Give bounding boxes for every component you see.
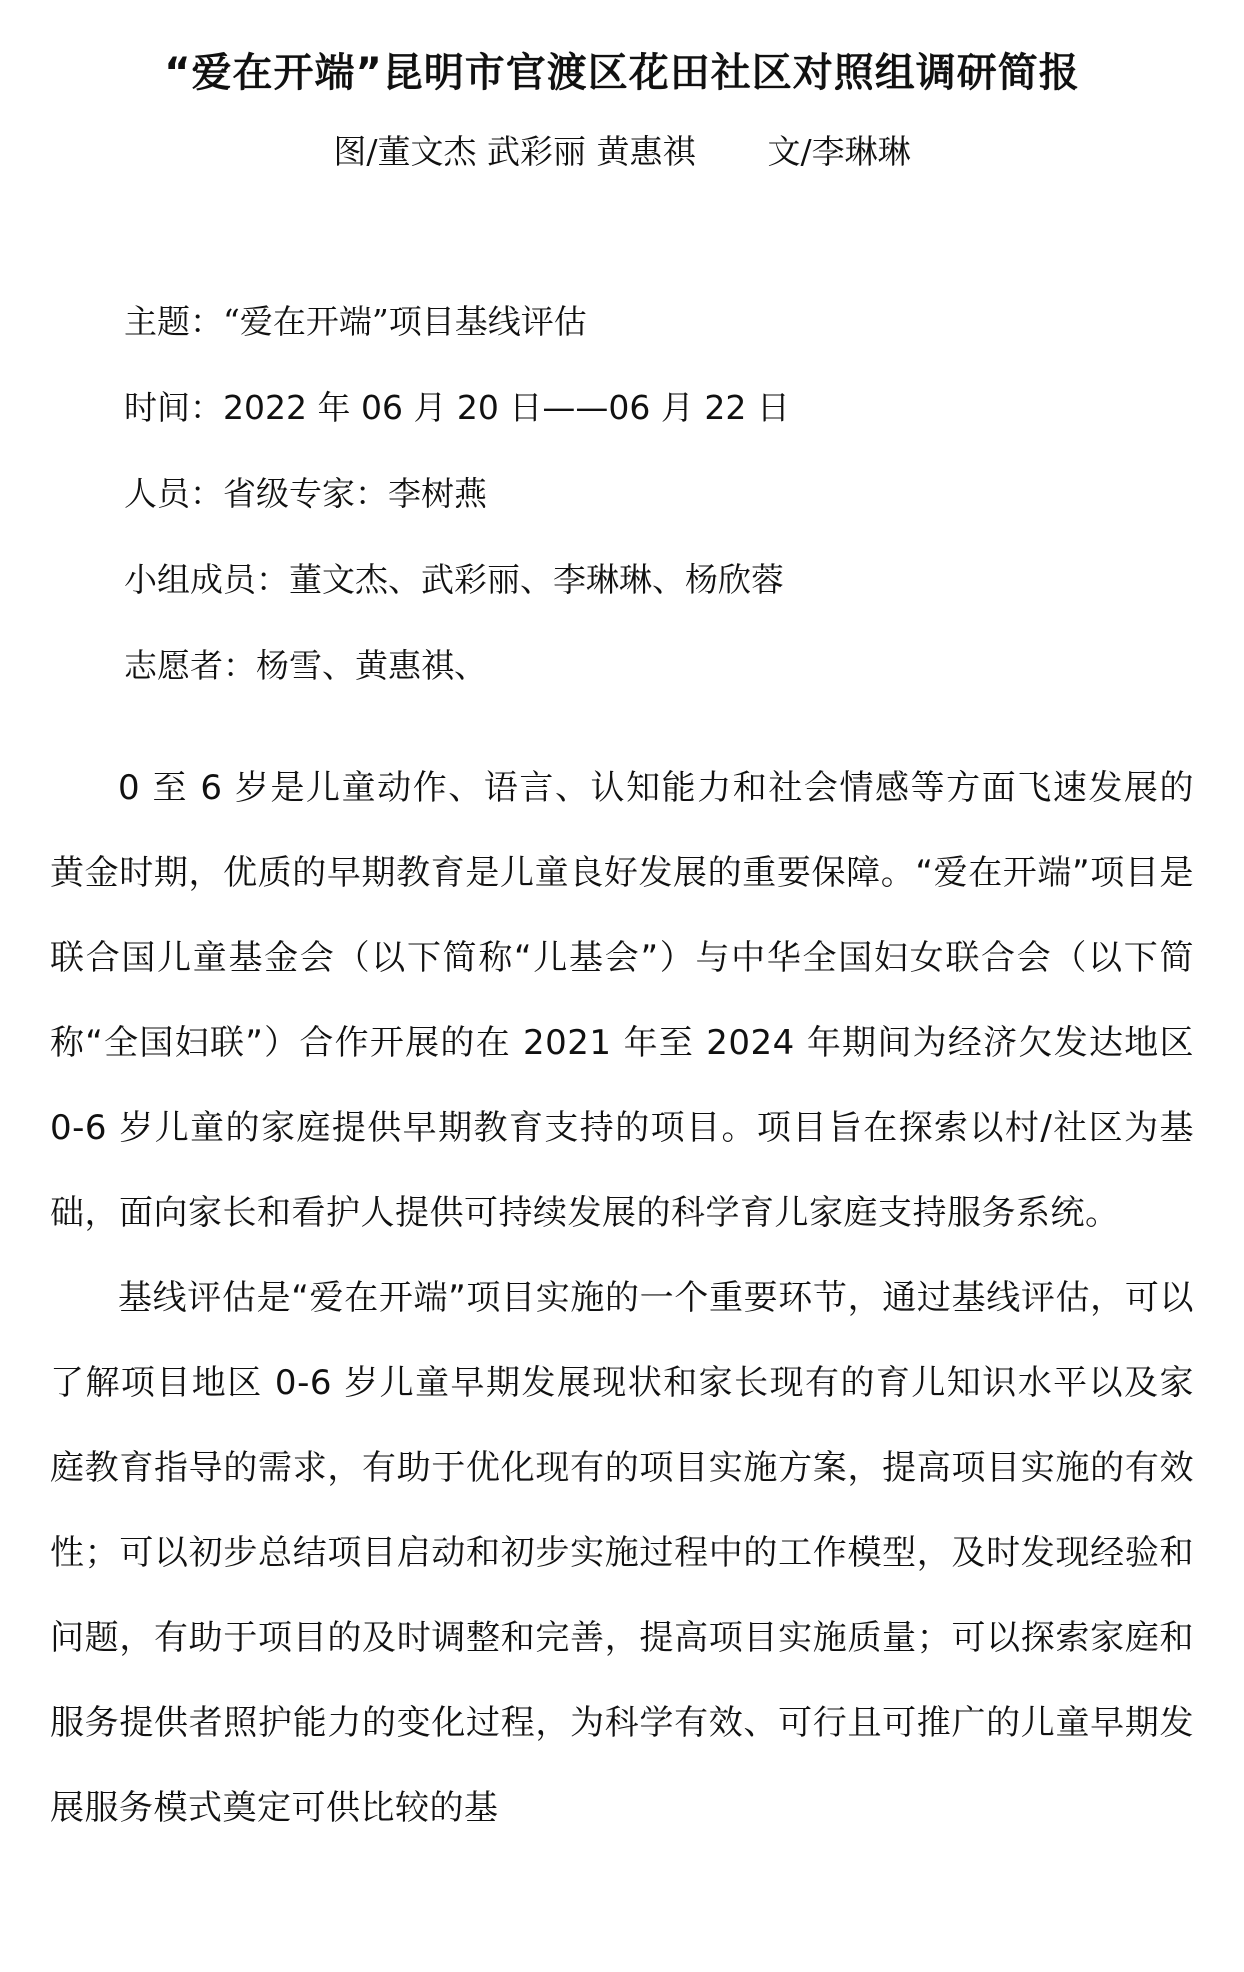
meta-value: 杨雪、黄惠祺、	[256, 646, 487, 685]
meta-personnel	[124, 472, 1194, 558]
byline-photo-credit: 图/董文杰 武彩丽 黄惠祺	[333, 132, 696, 171]
meta-volunteers	[124, 644, 1194, 730]
paragraph-intro: 0 至 6 岁是儿童动作、语言、认知能力和社会情感等方面飞速发展的黄金时期，优质的早期教育是儿童良好发展的重要保障。“爱在开端”项目是联合国儿童基金会（以下简称“儿基会”）与中华全国妇女联合会（以下简称“全国妇联”）合作开展的在 2021 年至 2024 年期间为经济欠发达地区 0-6 岁儿童的家庭提供早期教育支持的项目。项目旨在探索以村/社区为基础，面向家长和看护人提供可持续发展的科学育儿家庭支持服务系统。	[50, 768, 1194, 1233]
meta-block	[124, 300, 1194, 730]
meta-label: 时间：	[124, 388, 223, 427]
meta-team-members	[124, 558, 1194, 644]
meta-label: 小组成员：	[124, 560, 289, 599]
meta-time	[124, 386, 1194, 472]
meta-label: 主题：	[124, 302, 223, 341]
byline	[0, 130, 1244, 174]
meta-value: 2022 年 06 月 20 日——06 月 22 日	[223, 388, 790, 427]
byline-text-credit: 文/李琳琳	[767, 132, 911, 171]
meta-topic	[124, 300, 1194, 386]
paragraph-baseline: 基线评估是“爱在开端”项目实施的一个重要环节，通过基线评估，可以了解项目地区 0-6 岁儿童早期发展现状和家长现有的育儿知识水平以及家庭教育指导的需求，有助于优化现有的项目实施方案，提高项目实施的有效性；可以初步总结项目启动和初步实施过程中的工作模型，及时发现经验和问题，有助于项目的及时调整和完善，提高项目实施质量；可以探索家庭和服务提供者照护能力的变化过程，为科学有效、可行且可推广的儿童早期发展服务模式奠定可供比较的基	[50, 1278, 1194, 1828]
document-title: “爱在开端”昆明市官渡区花田社区对照组调研简报	[164, 50, 1080, 96]
meta-value: 省级专家：李树燕	[223, 474, 487, 513]
meta-label: 人员：	[124, 474, 223, 513]
meta-value: “爱在开端”项目基线评估	[223, 302, 587, 341]
body-text	[50, 746, 1194, 1851]
meta-label: 志愿者：	[124, 646, 256, 685]
meta-value: 董文杰、武彩丽、李琳琳、杨欣蓉	[289, 560, 784, 599]
